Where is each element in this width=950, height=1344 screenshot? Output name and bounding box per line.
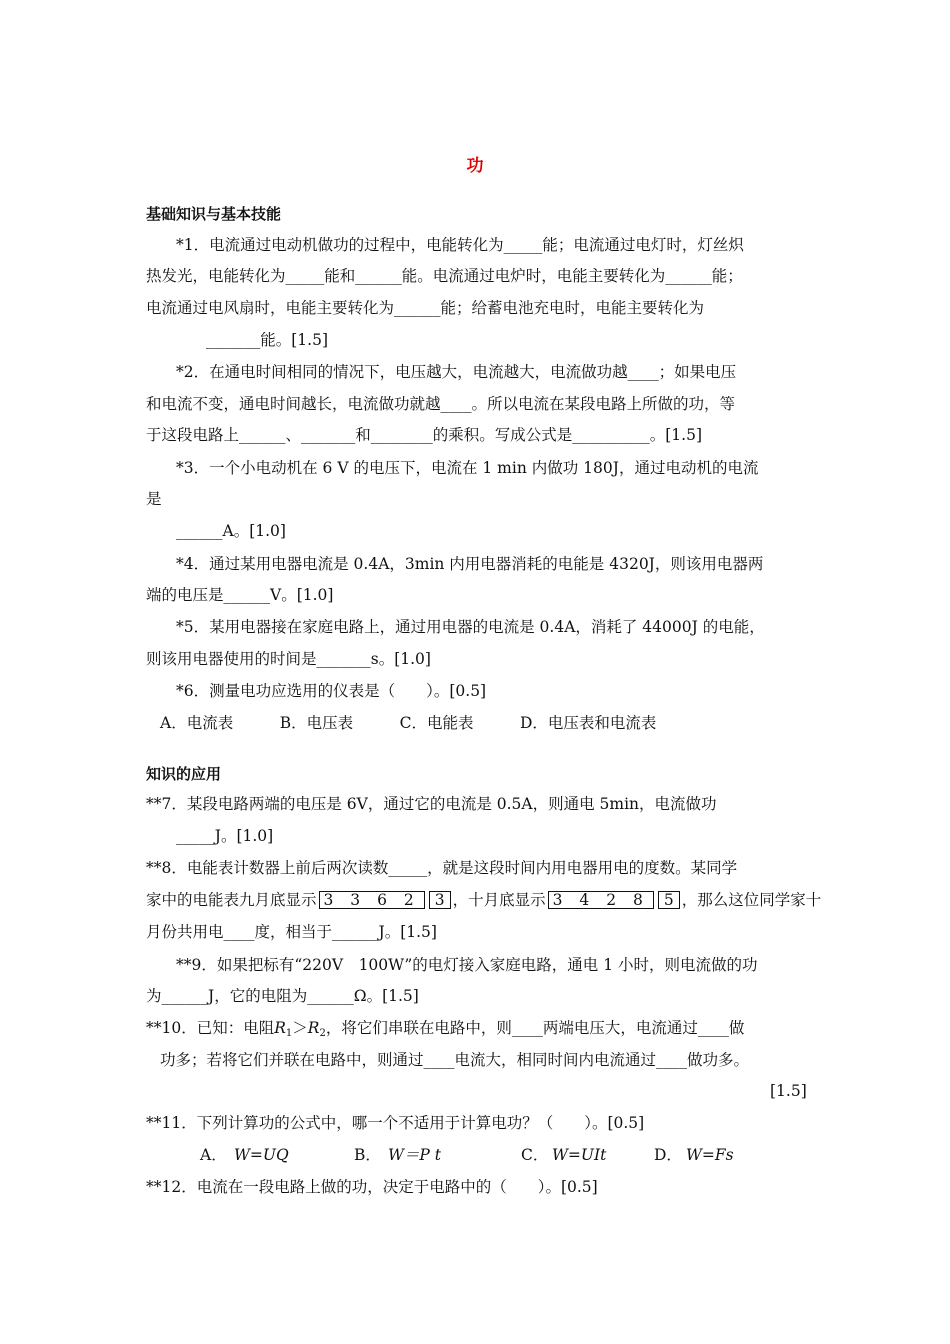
question-7-line-1: **7．某段电路两端的电压是 6V，通过它的电流是 0.5A，则通电 5min，电流做功 xyxy=(146,795,717,813)
meter-reading-october-decimal: 5 xyxy=(658,891,680,909)
resistor-r1-subscript: 1 xyxy=(285,1028,293,1039)
question-10-line-2: 功多；若将它们并联在电路中，则通过____电流大，相同时间内电流通过____做功多。 xyxy=(160,1051,750,1069)
question-11-option-a-formula: W=UQ xyxy=(234,1146,289,1164)
question-6-options: A．电流表 B．电压表 C．电能表 D．电压表和电流表 xyxy=(160,714,657,732)
meter-reading-september-decimal: 3 xyxy=(429,891,451,909)
question-3-line-3: ______A。[1.0] xyxy=(176,522,286,540)
question-11-option-c-formula: W=UIt xyxy=(552,1146,607,1164)
question-9-line-1: **9．如果把标有“220V 100W”的电灯接入家庭电路，通电 1 小时，则电流做的功 xyxy=(176,956,758,974)
meter-reading-september-digits: 3 3 6 2 xyxy=(319,891,425,909)
resistor-r2-subscript: 2 xyxy=(319,1028,326,1039)
question-3-line-2: 是 xyxy=(146,490,162,508)
question-2-line-2: 和电流不变，通电时间越长，电流做功就越____。所以电流在某段电路上所做的功，等 xyxy=(146,395,736,413)
question-10-score: [1.5] xyxy=(770,1082,807,1100)
question-11-option-b-formula: W＝P t xyxy=(388,1146,442,1164)
question-1-line-2: 热发光，电能转化为_____能和______能。电流通过电炉时，电能主要转化为______能； xyxy=(146,267,743,285)
resistor-r1-symbol: R xyxy=(274,1019,286,1037)
question-2-line-1: *2．在通电时间相同的情况下，电压越大，电流越大，电流做功越____；如果电压 xyxy=(176,363,737,381)
meter-reading-october-digits: 3 4 2 8 xyxy=(548,891,654,909)
question-12-line-1: **12．电流在一段电路上做的功，决定于电路中的（ ）。[0.5] xyxy=(146,1178,598,1196)
question-11-option-a-label: A． xyxy=(200,1146,227,1164)
question-2-line-3: 于这段电路上______、_______和________的乘积。写成公式是__________。[1.5] xyxy=(146,426,702,444)
question-7-line-2: _____J。[1.0] xyxy=(176,827,274,845)
question-11-line-1: **11．下列计算功的公式中，哪一个不适用于计算电功？（ ）。[0.5] xyxy=(146,1114,645,1132)
question-11-option-d-label: D． xyxy=(654,1146,682,1164)
question-1-line-3: 电流通过电风扇时，电能主要转化为______能；给蓄电池充电时，电能主要转化为 xyxy=(146,299,705,317)
question-10-text-after: ，将它们串联在电路中，则____两端电压大，电流通过____做 xyxy=(325,1019,745,1037)
page-title: 功 xyxy=(466,156,484,176)
question-11-option-c-label: C． xyxy=(521,1146,549,1164)
question-10-text-before: **10．已知：电阻 xyxy=(146,1019,275,1037)
question-1-line-1: *1．电流通过电动机做功的过程中，电能转化为_____能；电流通过电灯时，灯丝炽 xyxy=(176,236,744,254)
question-8-text-before: 家中的电能表九月底显示 xyxy=(146,891,317,909)
question-6-line-1: *6．测量电功应选用的仪表是（ ）。[0.5] xyxy=(176,682,487,700)
question-3-line-1: *3．一个小电动机在 6 V 的电压下，电流在 1 min 内做功 180J，通过电动机的电流 xyxy=(176,459,759,477)
question-5-line-2: 则该用电器使用的时间是_______s。[1.0] xyxy=(146,650,431,668)
question-8-line-1: **8．电能表计数器上前后两次读数_____，就是这段时间内用电器用电的度数。某同学 xyxy=(146,859,738,877)
question-8-line-3: 月份共用电____度，相当于______J。[1.5] xyxy=(146,923,437,941)
greater-than-sign: ＞ xyxy=(292,1019,308,1037)
question-5-line-1: *5．某用电器接在家庭电路上，通过用电器的电流是 0.4A，消耗了 44000J 的电能， xyxy=(176,618,765,636)
question-1-line-4: _______能。[1.5] xyxy=(206,331,328,349)
question-4-line-2: 端的电压是______V。[1.0] xyxy=(146,586,334,604)
resistor-r2-symbol: R xyxy=(307,1019,320,1037)
question-8-text-after: ，那么这位同学家十 xyxy=(681,891,822,909)
question-8-text-middle: ，十月底显示 xyxy=(452,891,546,909)
section-heading-basic: 基础知识与基本技能 xyxy=(146,205,282,223)
question-4-line-1: *4．通过某用电器电流是 0.4A，3min 内用电器消耗的电能是 4320J，则该用电器两 xyxy=(176,555,764,573)
question-11-option-b-label: B． xyxy=(354,1146,381,1164)
section-heading-application: 知识的应用 xyxy=(146,765,222,783)
question-8-line-2 xyxy=(146,890,821,910)
question-11-option-d-formula: W=Fs xyxy=(686,1146,734,1164)
question-10-line-1 xyxy=(146,1018,744,1044)
question-9-line-2: 为______J，它的电阻为______Ω。[1.5] xyxy=(146,987,419,1005)
